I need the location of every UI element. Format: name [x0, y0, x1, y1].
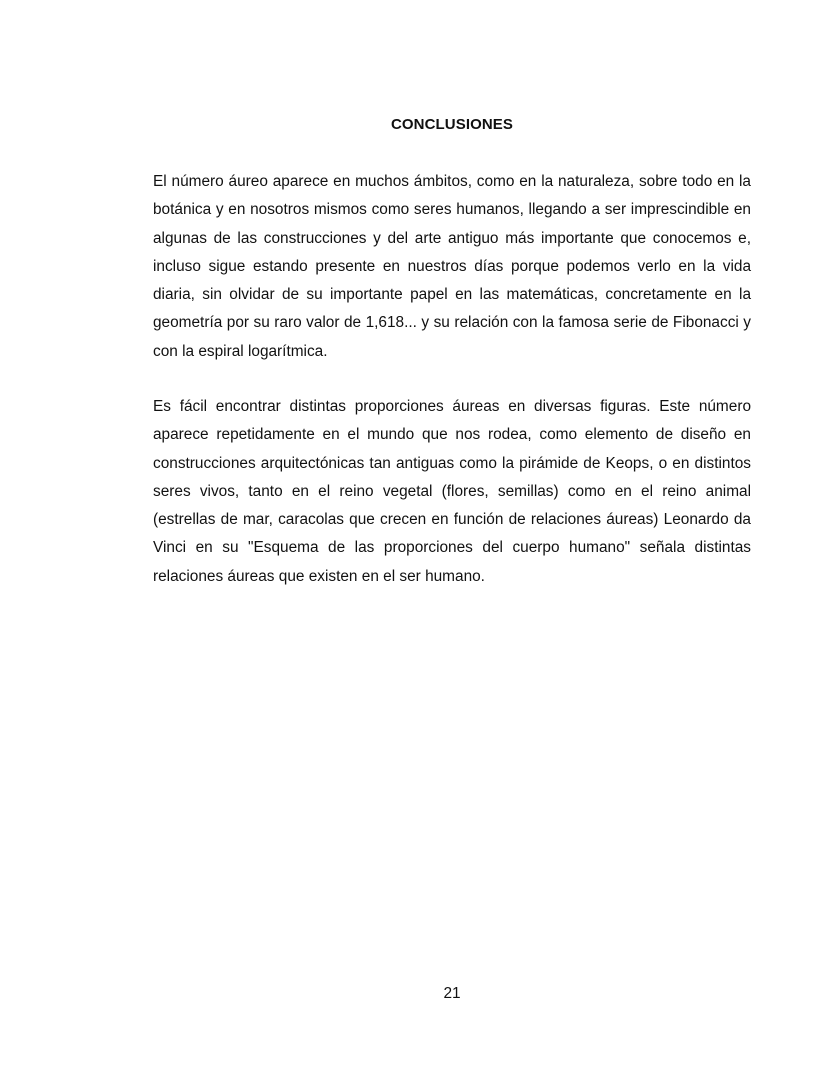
paragraph-2: Es fácil encontrar distintas proporciones áureas en diversas figuras. Este número aparece repetidamente en el mundo que nos rodea, como elemento de diseño en construcciones arquitectónicas tan antiguas como la pirámide de Keops, o en distintos seres vivos, tanto en el reino vegetal (flores, semillas) como en el reino animal (estrellas de mar, caracolas que crecen en función de relaciones áureas) Leonardo da Vinci en su "Esquema de las proporciones del cuerpo humano" señala distintas relaciones áureas que existen en el ser humano.: [153, 398, 751, 585]
section-title: CONCLUSIONES: [390, 116, 514, 133]
page-number: 21: [443, 985, 461, 1002]
paragraph-1: El número áureo aparece en muchos ámbitos, como en la naturaleza, sobre todo en la botánica y en nosotros mismos como seres humanos, llegando a ser imprescindible en algunas de las construcciones y del arte antiguo más importante que conocemos e, incluso sigue estando presente en nuestros días porque podemos verlo en la vida diaria, sin olvidar de su importante papel en las matemáticas, concretamente en la geometría por su raro valor de 1,618... y su relación con la famosa serie de Fibonacci y con la espiral logarítmica.: [153, 173, 751, 360]
